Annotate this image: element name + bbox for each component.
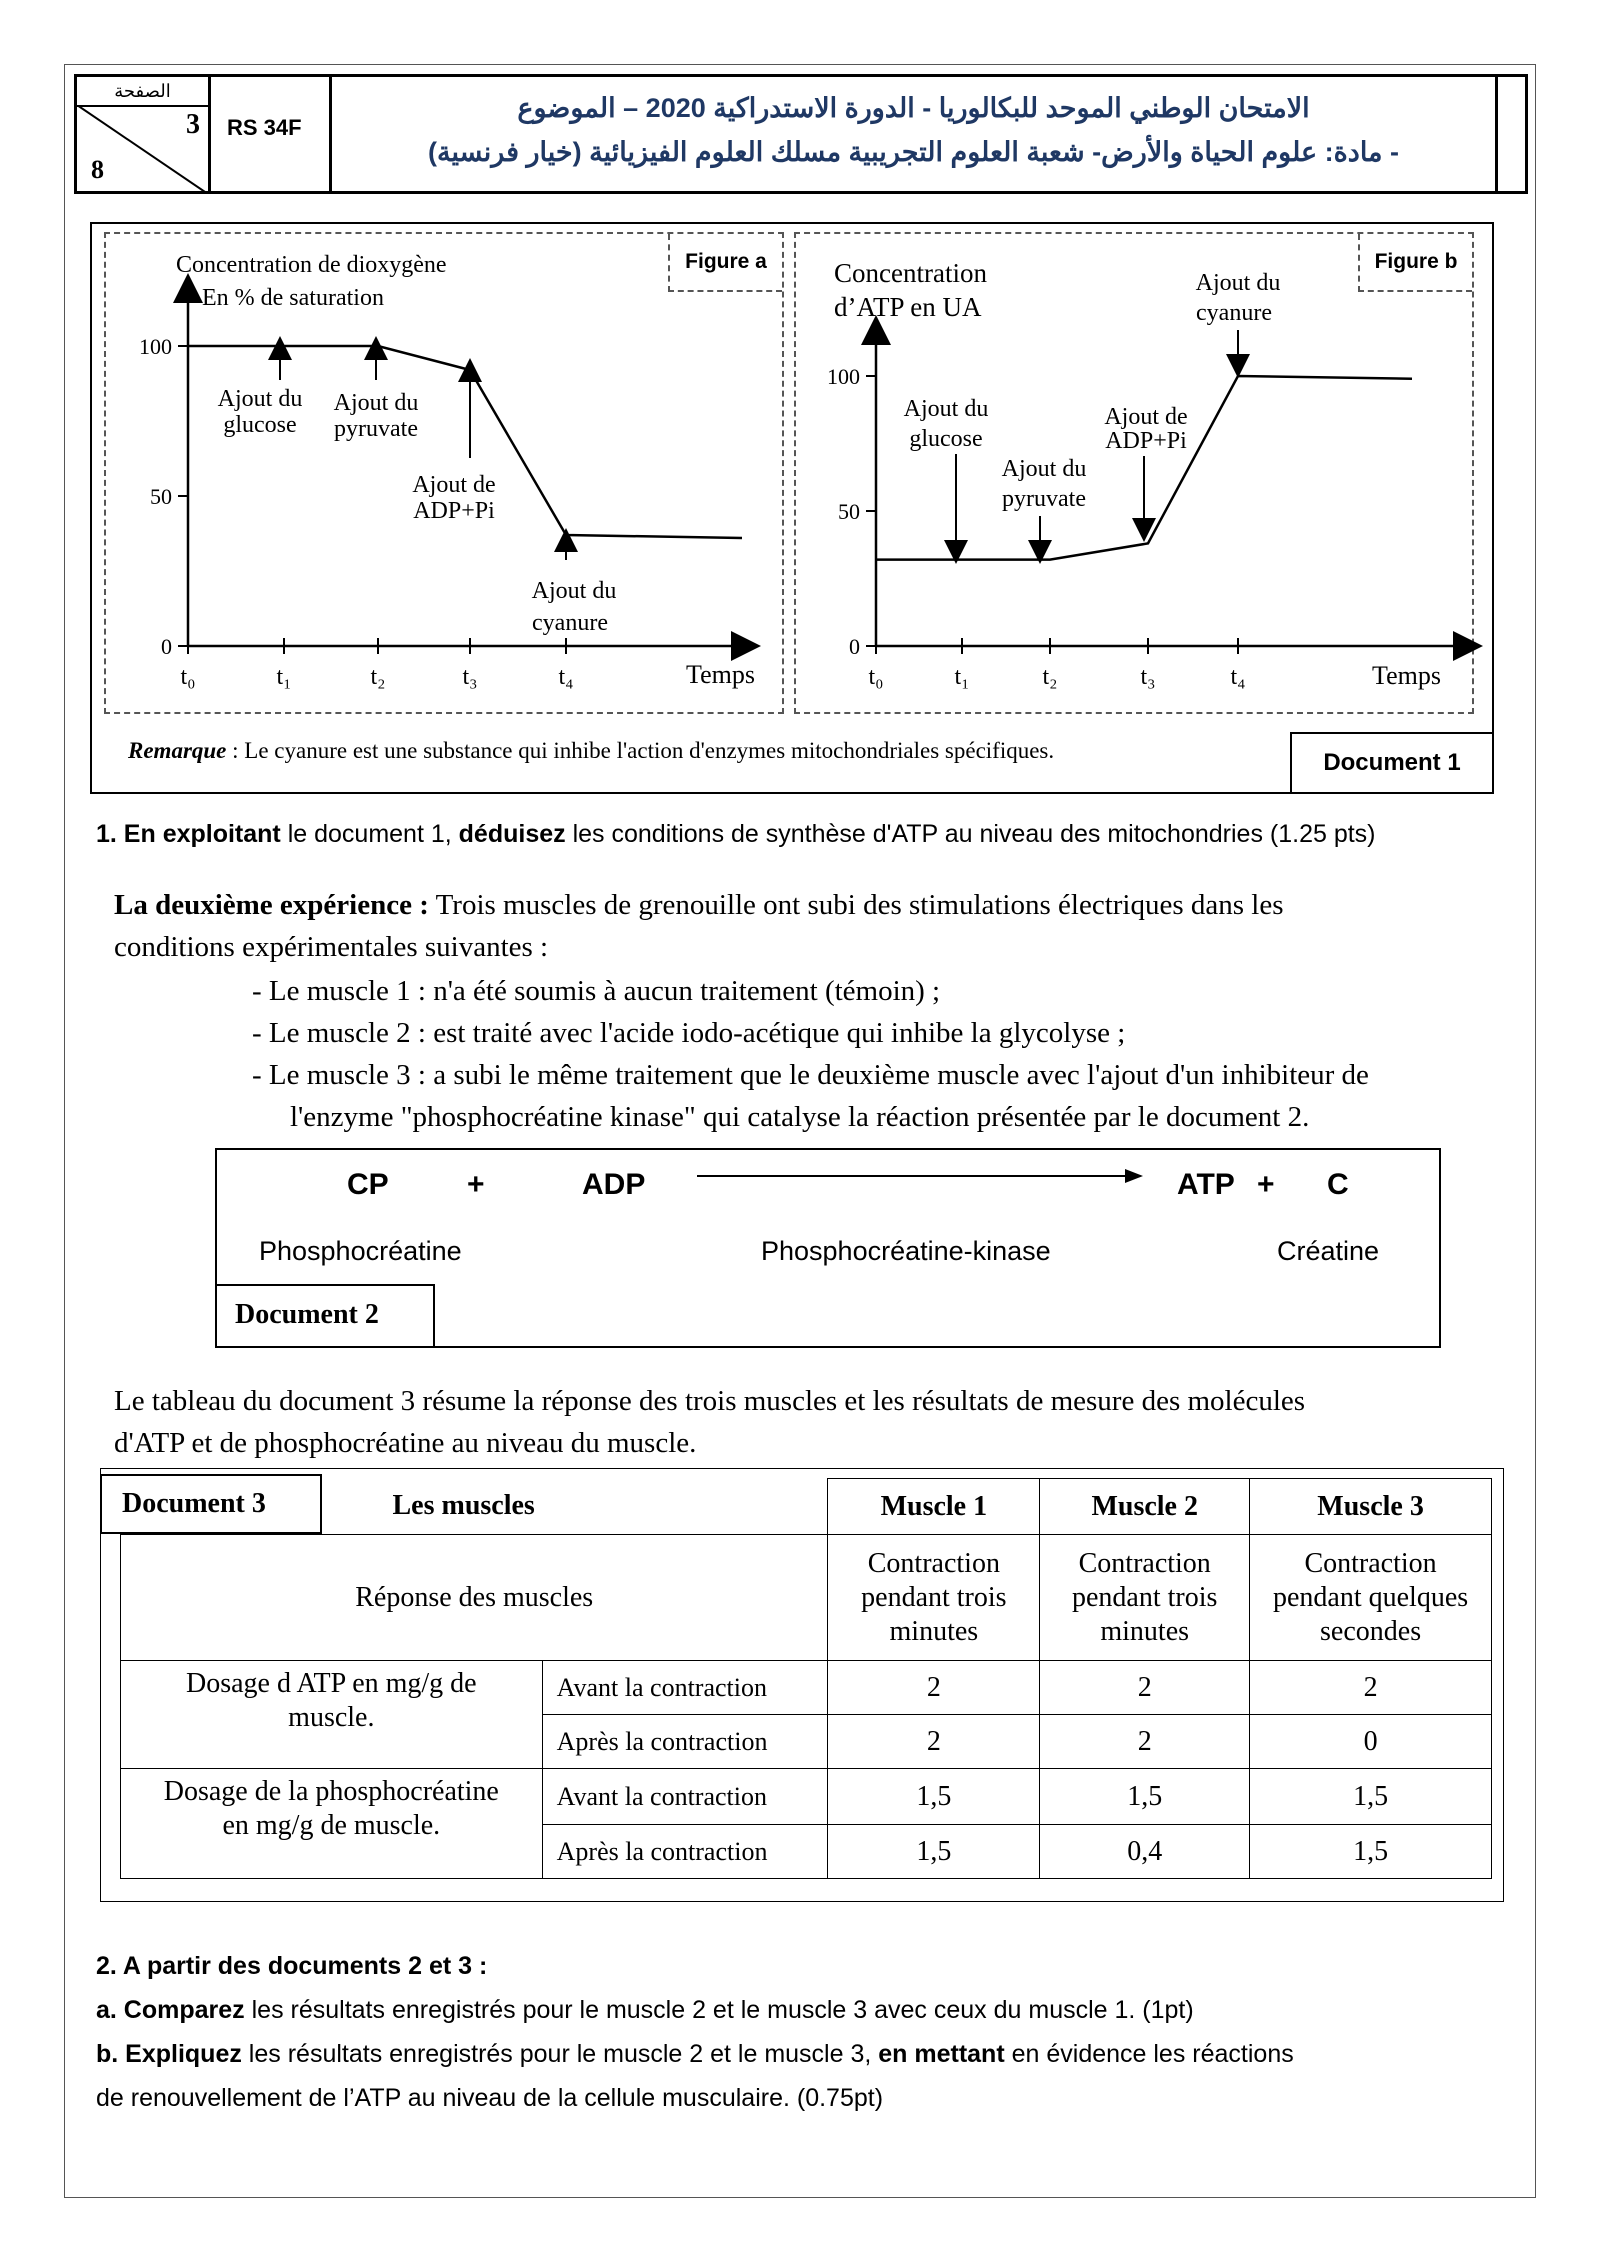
document1-label: Document 1: [1290, 732, 1494, 794]
label-enzyme: Phosphocréatine-kinase: [761, 1236, 1051, 1266]
reaction-c: C: [1327, 1168, 1349, 1201]
exam-title-line1: الامتحان الوطني الموحد للبكالوريا - الدورة الاستدراكية 2020 – الموضوع: [517, 93, 1310, 123]
exam-code: RS 34F: [211, 77, 332, 191]
document2-label: Document 2: [215, 1284, 435, 1348]
atp-after-m3: 0: [1250, 1715, 1492, 1769]
exp2-item3-cont: l'enzyme "phosphocréatine kinase" qui catalyse la réaction présentée par le document 2.: [290, 1101, 1310, 1133]
exp2-text: Trois muscles de grenouille ont subi des stimulations électriques dans les: [428, 889, 1284, 921]
q1-verb1: En exploitant: [123, 820, 281, 848]
question-2a: [96, 1988, 1194, 2032]
pc-before-m3: 1,5: [1250, 1769, 1492, 1825]
figure-b-tag: Figure b: [1358, 234, 1472, 292]
q2b-verb2: en mettant: [878, 2040, 1005, 2068]
intro3-line2: d'ATP et de phosphocréatine au niveau du muscle.: [114, 1427, 697, 1459]
q2b-text1: les résultats enregistrés pour le muscle 2 et le muscle 3,: [241, 2040, 879, 2068]
pc-after-m2: 0,4: [1040, 1825, 1250, 1879]
fb-ytick-label: 100: [827, 364, 860, 389]
response-muscle3: Contraction pendant quelques secondes: [1250, 1535, 1492, 1661]
q1-text1: le document 1,: [280, 820, 459, 848]
table-row-response: [121, 1535, 1492, 1661]
figures-svg: [0, 0, 1600, 720]
atp-before-m1: 2: [828, 1661, 1040, 1715]
q2a-verb: a. Comparez: [96, 1996, 245, 2024]
document2-frame: [215, 1148, 1441, 1348]
q2a-text: les résultats enregistrés pour le muscle 2 et le muscle 3 avec ceux du muscle 1. (1pt): [244, 1996, 1194, 2024]
row-label-response: Réponse des muscles: [121, 1535, 828, 1661]
question-2b-line2: de renouvellement de l’ATP au niveau de la cellule musculaire. (0.75pt): [96, 2084, 884, 2112]
atp-after-m1: 2: [828, 1715, 1040, 1769]
q1-number: 1.: [96, 820, 124, 848]
pc-after-label: Après la contraction: [542, 1825, 828, 1879]
fb-xtick-label: t₃: [1140, 664, 1156, 690]
figure-a-ann-cyanure-1: Ajout du: [531, 578, 617, 604]
q1-verb2: déduisez: [458, 820, 566, 848]
document3-label: Document 3: [100, 1474, 322, 1534]
pc-after-m3: 1,5: [1250, 1825, 1492, 1879]
label-creatine: Créatine: [1277, 1236, 1380, 1266]
fa-xtick-label: t₁: [276, 664, 292, 690]
intro3-line1: Le tableau du document 3 résume la réponse des trois muscles et les résultats de mesure des molécules: [114, 1385, 1306, 1417]
response-muscle2: Contraction pendant trois minutes: [1040, 1535, 1250, 1661]
figure-a-ann-adp-2: ADP+Pi: [413, 498, 495, 524]
fa-xtick-label: t₃: [462, 664, 478, 690]
row-label-atp: Dosage d ATP en mg/g de muscle.: [121, 1661, 543, 1769]
col-header-muscles: Les muscles: [121, 1479, 828, 1535]
figure-b-ann-pyruvate-2: pyruvate: [1002, 486, 1086, 512]
fb-xtick-label: t₂: [1042, 664, 1058, 690]
label-phosphocreatine: Phosphocréatine: [259, 1236, 462, 1266]
question-2-title: 2. A partir des documents 2 et 3 :: [96, 1952, 488, 1980]
exp2-line2: conditions expérimentales suivantes :: [114, 931, 549, 963]
figure-a-ann-glucose-2: glucose: [223, 412, 297, 438]
exp2-item2: - Le muscle 2 : est traité avec l'acide iodo-acétique qui inhibe la glycolyse ;: [252, 1017, 1126, 1049]
figure-b-ann-adp-1: Ajout de: [1104, 404, 1188, 430]
question-2b: [96, 2032, 1294, 2076]
pc-before-m2: 1,5: [1040, 1769, 1250, 1825]
pc-before-label: Avant la contraction: [542, 1769, 828, 1825]
figure-a-ann-glucose-1: Ajout du: [217, 386, 303, 412]
figure-a-ylabel-2: En % de saturation: [202, 285, 384, 311]
figure-b-ann-glucose-1: Ajout du: [903, 396, 989, 422]
figure-a-chart: [139, 252, 755, 690]
fb-xtick-label: t₀: [868, 664, 884, 690]
q1-text2: les conditions de synthèse d'ATP au niveau des mitochondries (1.25 pts): [565, 820, 1376, 848]
figure-b-ylabel-1: Concentration: [834, 258, 987, 288]
figure-a-ann-adp-1: Ajout de: [412, 472, 496, 498]
exp2-line1: [114, 884, 1284, 926]
figure-a-tag: Figure a: [668, 234, 782, 292]
figure-a-xlabel: Temps: [686, 660, 755, 689]
pc-after-m1: 1,5: [828, 1825, 1040, 1879]
figure-b-ann-pyruvate-1: Ajout du: [1001, 456, 1087, 482]
atp-before-m3: 2: [1250, 1661, 1492, 1715]
figure-b-ann-cyanure-2: cyanure: [1196, 300, 1272, 326]
reaction-adp: ADP: [582, 1168, 646, 1201]
fa-ytick-label: 50: [150, 484, 172, 509]
exp2-item3: - Le muscle 3 : a subi le même traitement que le deuxième muscle avec l'ajout d'un inhibiteur de: [252, 1059, 1369, 1091]
figure-a-ann-pyruvate-1: Ajout du: [333, 390, 419, 416]
pc-before-m1: 1,5: [828, 1769, 1040, 1825]
fb-xtick-label: t₁: [954, 664, 970, 690]
response-muscle1: Contraction pendant trois minutes: [828, 1535, 1040, 1661]
page-total: 8: [91, 155, 104, 184]
fb-ytick-label: 0: [849, 634, 860, 659]
reaction-arrow: [697, 1164, 1147, 1188]
remark-text: : Le cyanure est une substance qui inhibe l'action d'enzymes mitochondriales spécifiques.: [226, 738, 1055, 763]
exp2-item1: - Le muscle 1 : n'a été soumis à aucun traitement (témoin) ;: [252, 975, 941, 1007]
figure-a-ylabel-1: Concentration de dioxygène: [176, 252, 447, 278]
fb-xtick-label: t₄: [1230, 664, 1246, 690]
reaction-cp: CP: [347, 1168, 389, 1201]
atp-before-m2: 2: [1040, 1661, 1250, 1715]
figure-b-ann-cyanure-1: Ajout du: [1195, 270, 1281, 296]
figure-a-ann-cyanure-2: cyanure: [532, 610, 608, 636]
q2b-verb: b. Expliquez: [96, 2040, 242, 2068]
fa-xtick-label: t₀: [180, 664, 196, 690]
remark-label: Remarque: [128, 738, 227, 763]
page-number: 3: [186, 109, 200, 140]
reaction-plus-2: +: [1257, 1168, 1275, 1201]
table-header-row: [121, 1479, 1492, 1535]
figure-b-ylabel-2: d’ATP en UA: [834, 292, 982, 322]
document3-table: [120, 1478, 1492, 1879]
fb-ytick-label: 50: [838, 499, 860, 524]
row-label-phosphocreatine: Dosage de la phosphocréatine en mg/g de muscle.: [121, 1769, 543, 1879]
figure-b-ann-glucose-2: glucose: [909, 426, 983, 452]
fa-ytick-label: 0: [161, 634, 172, 659]
question-1: [96, 812, 1376, 856]
reaction-atp: ATP: [1177, 1168, 1235, 1201]
q2b-text2: en évidence les réactions: [1004, 2040, 1294, 2068]
atp-before-label: Avant la contraction: [542, 1661, 828, 1715]
table-row-pc-before: [121, 1769, 1492, 1825]
col-header-muscle2: Muscle 2: [1040, 1479, 1250, 1535]
atp-after-label: Après la contraction: [542, 1715, 828, 1769]
col-header-muscle3: Muscle 3: [1250, 1479, 1492, 1535]
fa-xtick-label: t₄: [558, 664, 574, 690]
fa-ytick-label: 100: [139, 334, 172, 359]
figure-b-ann-adp-2: ADP+Pi: [1105, 428, 1187, 454]
col-header-muscle1: Muscle 1: [828, 1479, 1040, 1535]
figure-b-chart: [827, 258, 1468, 690]
fa-xtick-label: t₂: [370, 664, 386, 690]
figure-b-xlabel: Temps: [1372, 661, 1441, 690]
reaction-plus-1: +: [467, 1168, 485, 1201]
page-word: الصفحة: [77, 77, 208, 107]
exam-title-line2: - مادة: علوم الحياة والأرض- شعبة العلوم التجريبية مسلك العلوم الفيزيائية (خيار فرنسية): [428, 137, 1399, 167]
figure-a-ann-pyruvate-2: pyruvate: [334, 416, 418, 442]
exp2-title: La deuxième expérience :: [114, 889, 429, 921]
atp-after-m2: 2: [1040, 1715, 1250, 1769]
table-row-atp-before: [121, 1661, 1492, 1715]
document1-remark: [128, 738, 1054, 764]
